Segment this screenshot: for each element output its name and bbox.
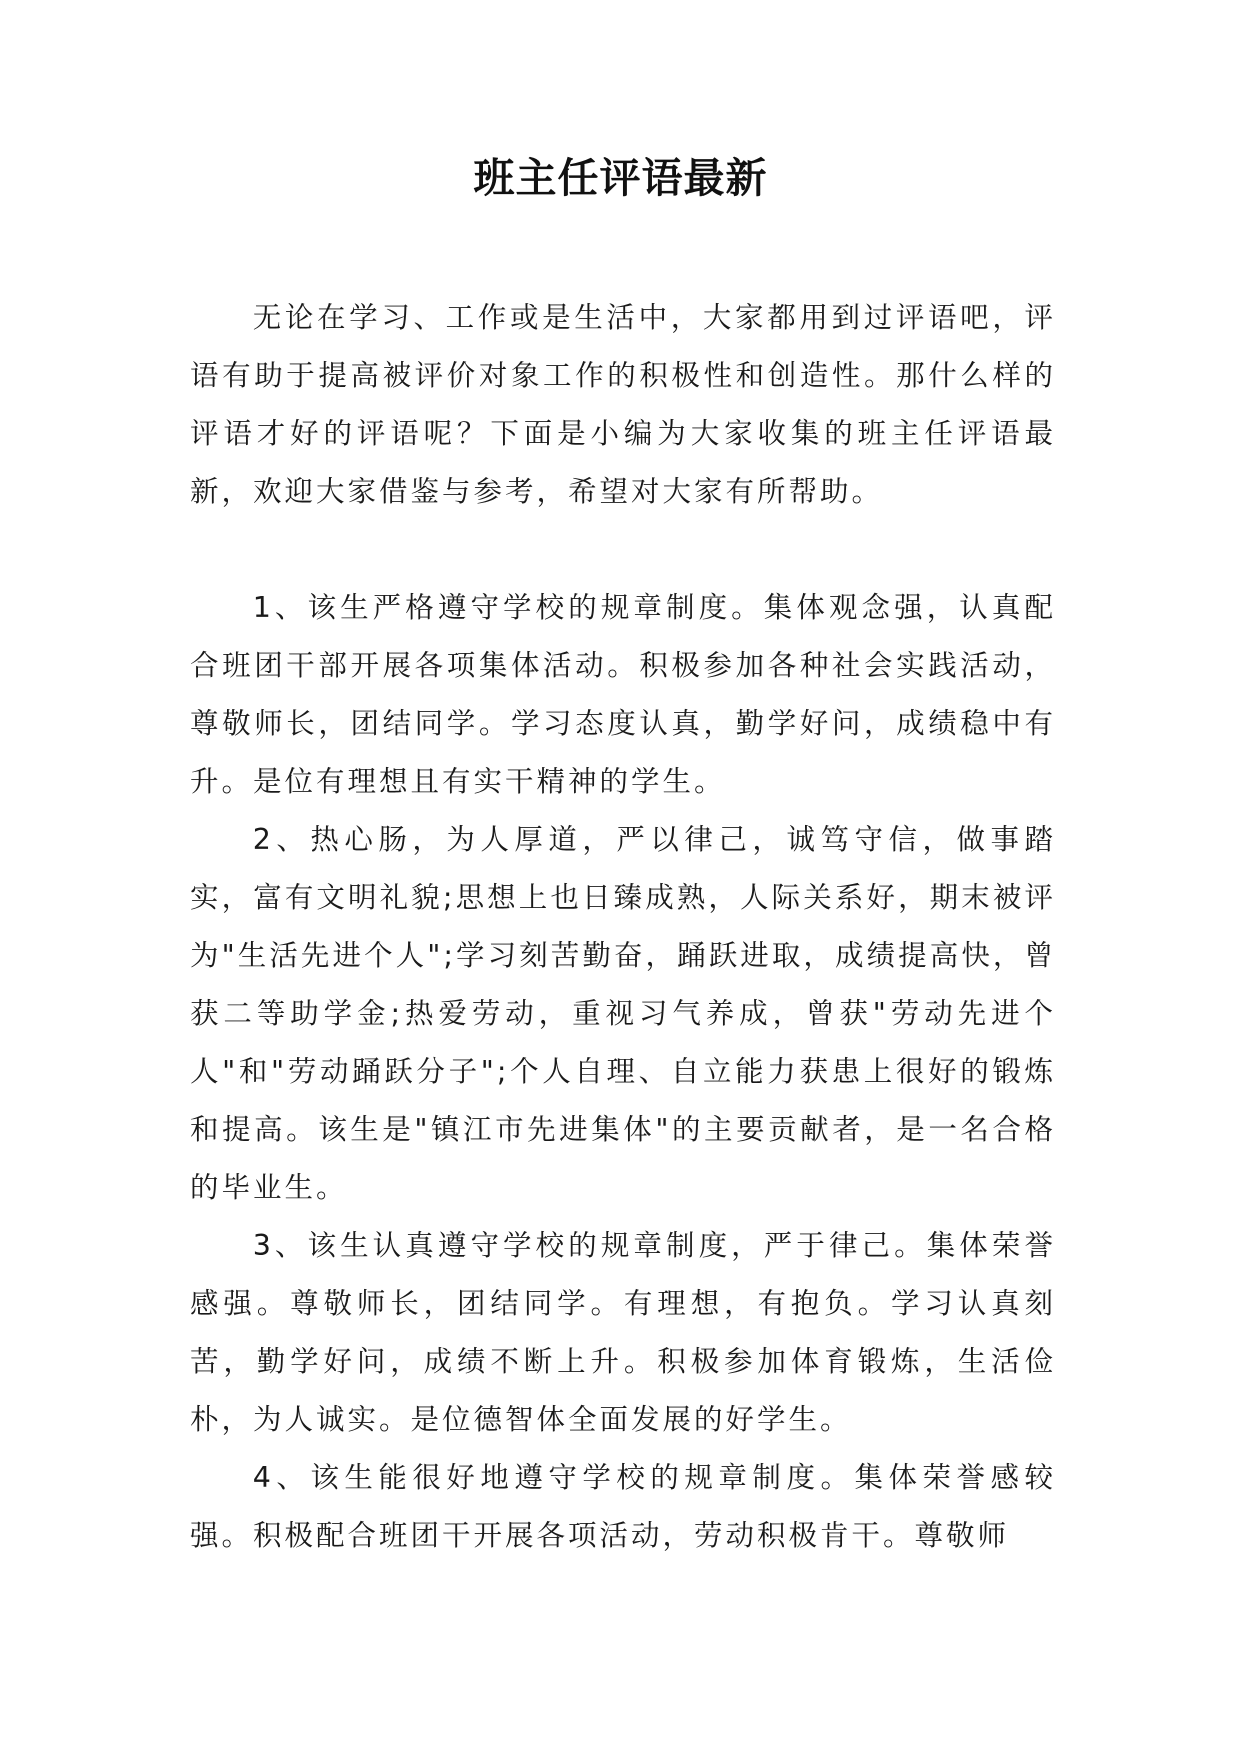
intro-section (190, 289, 1056, 521)
comment-paragraph-1: 1、该生严格遵守学校的规章制度。集体观念强，认真配合班团干部开展各项集体活动。积极参加各种社会实践活动，尊敬师长，团结同学。学习态度认真，勤学好问，成绩稳中有升。是位有理想且有实干精神的学生。 (190, 591, 1056, 798)
document-title: 班主任评语最新 (473, 154, 768, 202)
comment-paragraph-3: 3、该生认真遵守学校的规章制度，严于律己。集体荣誉感强。尊敬师长，团结同学。有理想，有抱负。学习认真刻苦，勤学好问，成绩不断上升。积极参加体育锻炼，生活俭朴，为人诚实。是位德智体全面发展的好学生。 (190, 1229, 1056, 1436)
comment-paragraph-4: 4、该生能很好地遵守学校的规章制度。集体荣誉感较强。积极配合班团干开展各项活动，劳动积极肯干。尊敬师 (190, 1461, 1056, 1552)
intro-paragraph: 无论在学习、工作或是生活中，大家都用到过评语吧，评语有助于提高被评价对象工作的积极性和创造性。那什么样的评语才好的评语呢？下面是小编为大家收集的班主任评语最新，欢迎大家借鉴与参考，希望对大家有所帮助。 (190, 301, 1056, 508)
comment-paragraph-2: 2、热心肠，为人厚道，严以律己，诚笃守信，做事踏实，富有文明礼貌;思想上也日臻成熟，人际关系好，期末被评为"生活先进个人";学习刻苦勤奋，踊跃进取，成绩提高快，曾获二等助学金;热爱劳动，重视习气养成，曾获"劳动先进个人"和"劳动踊跃分子";个人自理、自立能力获患上很好的锻炼和提高。该生是"镇江市先进集体"的主要贡献者，是一名合格的毕业生。 (190, 823, 1056, 1204)
comments-section (190, 579, 1056, 1565)
